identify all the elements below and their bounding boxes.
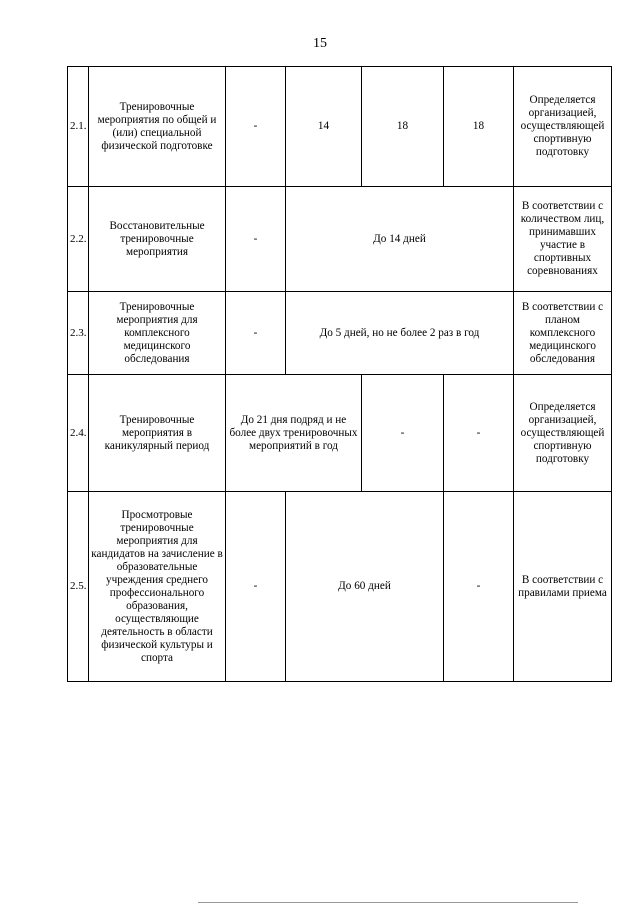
cell-value: -: [226, 492, 286, 682]
note-cell: Определяется организацией, осуществляющей спортивную подготовку: [514, 67, 612, 187]
cell-value: -: [226, 292, 286, 375]
event-name: Просмотровые тренировочные мероприятия для кандидатов на зачисление в образовательные учреждения среднего профессионального образования, осуществляющие деятельность в области физической культуры и спорта: [89, 492, 226, 682]
page-number: 15: [313, 36, 327, 51]
table-row: [68, 375, 612, 492]
cell-value: -: [444, 492, 514, 682]
event-name: Тренировочные мероприятия по общей и (или) специальной физической подготовке: [89, 67, 226, 187]
merged-duration-cell: До 5 дней, но не более 2 раз в год: [286, 292, 514, 375]
cell-value: 14: [286, 67, 362, 187]
cell-value: -: [226, 187, 286, 292]
event-name: Тренировочные мероприятия в каникулярный период: [89, 375, 226, 492]
table-row: [68, 492, 612, 682]
note-cell: В соответствии с количеством лиц, принимавших участие в спортивных соревнованиях: [514, 187, 612, 292]
row-number: 2.5.: [68, 492, 89, 682]
event-name: Восстановительные тренировочные мероприятия: [89, 187, 226, 292]
table-row: [68, 187, 612, 292]
cell-value: 18: [444, 67, 514, 187]
cell-value: 18: [362, 67, 444, 187]
event-name: Тренировочные мероприятия для комплексного медицинского обследования: [89, 292, 226, 375]
cell-value: -: [444, 375, 514, 492]
note-cell: В соответствии с планом комплексного медицинского обследования: [514, 292, 612, 375]
table-row: [68, 292, 612, 375]
note-cell: В соответствии с правилами приема: [514, 492, 612, 682]
merged-duration-cell: До 60 дней: [286, 492, 444, 682]
row-number: 2.1.: [68, 67, 89, 187]
row-number: 2.4.: [68, 375, 89, 492]
merged-duration-cell: До 14 дней: [286, 187, 514, 292]
cell-value: -: [226, 67, 286, 187]
table-row: [68, 67, 612, 187]
row-number: 2.3.: [68, 292, 89, 375]
row-number: 2.2.: [68, 187, 89, 292]
merged-duration-cell: До 21 дня подряд и не более двух тренировочных мероприятий в год: [226, 375, 362, 492]
training-events-table: [67, 66, 612, 682]
cell-value: -: [362, 375, 444, 492]
note-cell: Определяется организацией, осуществляющей спортивную подготовку: [514, 375, 612, 492]
bottom-scan-edge: [198, 902, 578, 903]
